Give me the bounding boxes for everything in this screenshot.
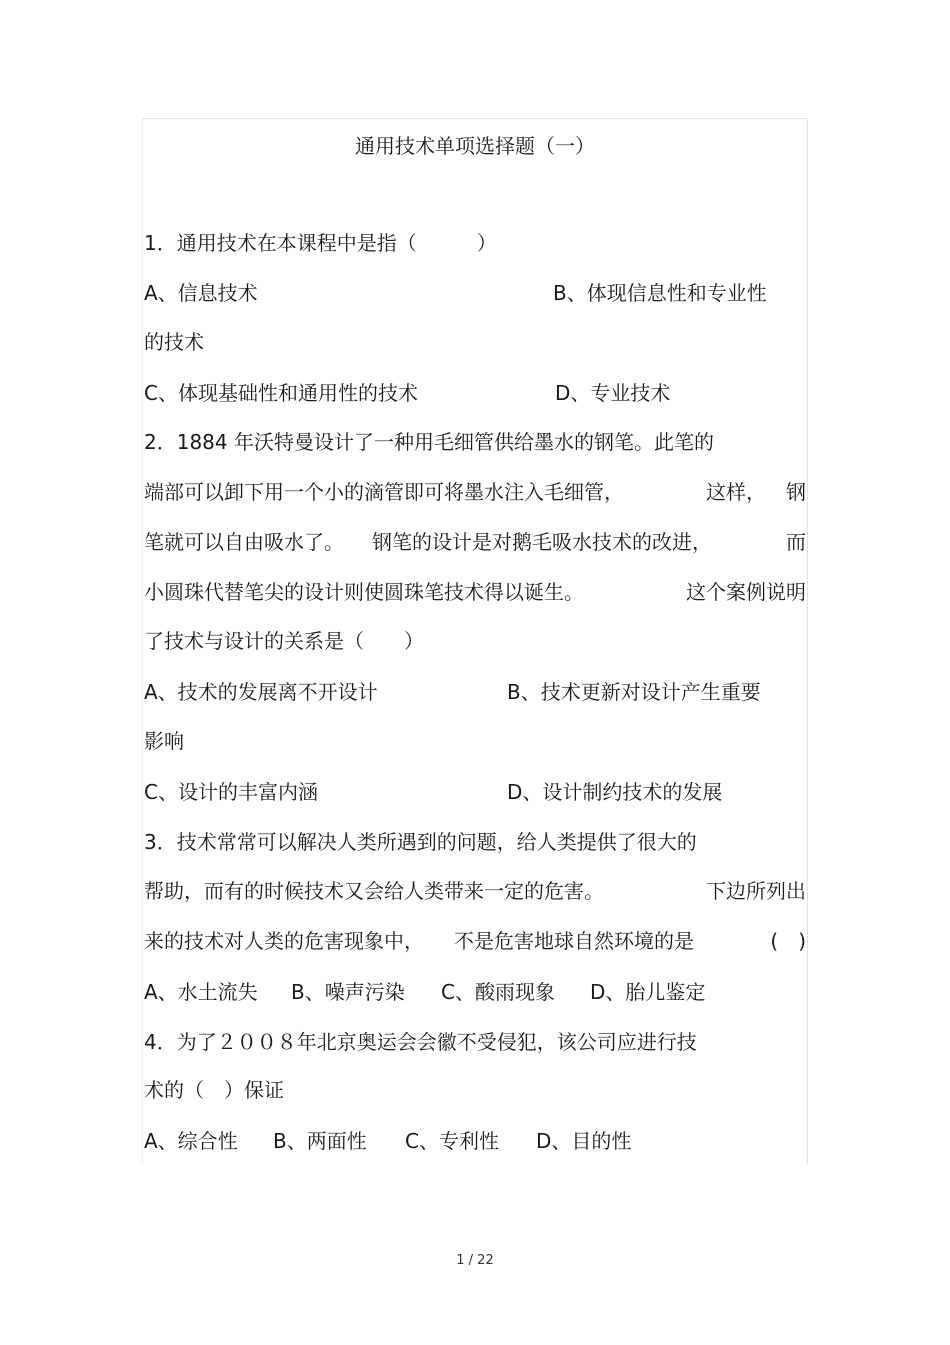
question-2-stem-line-3-part-1: 笔就可以自由吸水了。 [144, 530, 344, 554]
question-1-option-c: C、体现基础性和通用性的技术 [144, 381, 418, 405]
question-2-stem-line-2-part-3: 钢 [786, 480, 806, 504]
question-4-option-c: C、专利性 [405, 1129, 499, 1153]
question-2-stem-line-2 [144, 480, 806, 504]
question-2-stem-line-4-part-2: 这个案例说明 [686, 580, 806, 604]
question-2-option-d: D、设计制约技术的发展 [507, 780, 723, 804]
question-2-stem-line-3-part-2: 钢笔的设计是对鹅毛吸水技术的改进， [372, 530, 712, 554]
question-4-option-b: B、两面性 [273, 1129, 367, 1153]
question-4-option-d: D、目的性 [536, 1129, 632, 1153]
question-3-option-c: C、酸雨现象 [441, 980, 555, 1004]
question-2-stem-line-4-part-1: 小圆珠代替笔尖的设计则使圆珠笔技术得以诞生。 [144, 580, 584, 604]
question-2-stem-line-4 [144, 580, 806, 604]
question-3-option-d: D、胎儿鉴定 [590, 980, 706, 1004]
question-3-stem-line-2-part-1: 帮助，而有的时候技术又会给人类带来一定的危害。 [144, 879, 604, 903]
question-3-stem-line-3 [144, 929, 806, 953]
question-2-option-b-cont: 影响 [144, 729, 184, 753]
question-2-option-a: A、技术的发展离不开设计 [144, 680, 378, 704]
question-2-stem-line-1: 2．1884 年沃特曼设计了一种用毛细管供给墨水的钢笔。此笔的 [144, 430, 714, 454]
question-3-stem-line-3-part-2: 不是危害地球自然环境的是 [454, 929, 694, 953]
question-1-stem: 1．通用技术在本课程中是指（ ） [144, 231, 497, 255]
question-3-stem-line-3-part-3: ( ) [770, 929, 806, 953]
question-4-option-a: A、综合性 [144, 1129, 238, 1153]
question-3-option-a: A、水土流失 [144, 980, 258, 1004]
question-3-stem-line-1: 3．技术常常可以解决人类所遇到的问题，给人类提供了很大的 [144, 830, 697, 854]
question-2-stem-line-3 [144, 530, 806, 554]
question-3-stem-line-3-part-1: 来的技术对人类的危害现象中， [144, 929, 424, 953]
document-title: 通用技术单项选择题（一） [355, 134, 595, 158]
question-1-option-b: B、体现信息性和专业性 [553, 281, 767, 305]
question-3-stem-line-2 [144, 879, 806, 903]
question-2-stem-line-3-part-3: 而 [786, 530, 806, 554]
question-4-stem-line-1: 4．为了２００８年北京奥运会会徽不受侵犯，该公司应进行技 [144, 1030, 697, 1054]
question-2-option-b: B、技术更新对设计产生重要 [507, 680, 761, 704]
question-2-stem-line-2-part-1: 端部可以卸下用一个小的滴管即可将墨水注入毛细管， [144, 480, 624, 504]
question-1-option-d: D、专业技术 [555, 381, 671, 405]
question-4-stem-line-2: 术的（ ）保证 [144, 1078, 284, 1102]
page-indicator: 1 / 22 [456, 1253, 494, 1268]
question-2-stem-line-5: 了技术与设计的关系是（ ） [144, 629, 424, 653]
question-2-stem-line-2-part-2: 这样， [706, 480, 766, 504]
question-1-option-a: A、信息技术 [144, 281, 258, 305]
question-3-stem-line-2-part-2: 下边所列出 [706, 879, 806, 903]
question-3-option-b: B、噪声污染 [291, 980, 405, 1004]
question-2-option-c: C、设计的丰富内涵 [144, 780, 318, 804]
question-1-option-b-cont: 的技术 [144, 330, 204, 354]
